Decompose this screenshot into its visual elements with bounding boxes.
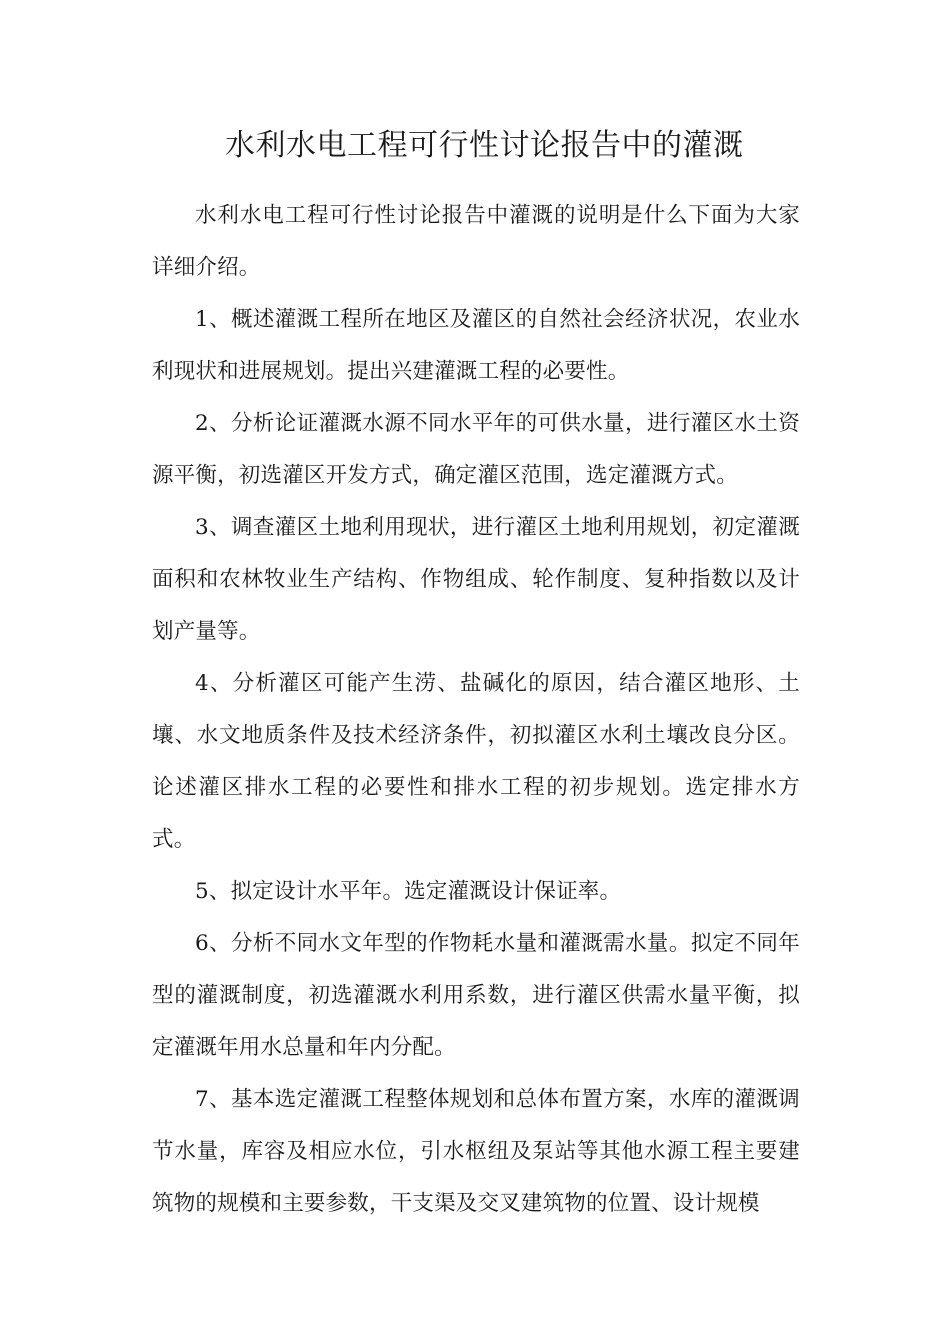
paragraph-item-2: 2、分析论证灌溉水源不同水平年的可供水量，进行灌区水土资源平衡，初选灌区开发方式，确定灌区范围，选定灌溉方式。: [152, 411, 800, 488]
paragraph-item-4: 4、分析灌区可能产生涝、盐碱化的原因，结合灌区地形、土壤、水文地质条件及技术经济条件，初拟灌区水利土壤改良分区。论述灌区排水工程的必要性和排水工程的初步规划。选定排水方式。: [152, 671, 800, 852]
paragraph-item-7: 7、基本选定灌溉工程整体规划和总体布置方案，水库的灌溉调节水量，库容及相应水位，引水枢纽及泵站等其他水源工程主要建筑物的规模和主要参数，干支渠及交叉建筑物的位置、设计规模: [152, 1087, 800, 1216]
paragraph-item-3: 3、调查灌区土地利用现状，进行灌区土地利用规划，初定灌溉面积和农林牧业生产结构、作物组成、轮作制度、复种指数以及计划产量等。: [152, 515, 800, 644]
document-body: [152, 190, 800, 1230]
paragraph-item-1: 1、概述灌溉工程所在地区及灌区的自然社会经济状况，农业水利现状和进展规划。提出兴建灌溉工程的必要性。: [152, 307, 800, 384]
document-title: 水利水电工程可行性讨论报告中的灌溉: [225, 128, 744, 163]
paragraph-item-5: 5、拟定设计水平年。选定灌溉设计保证率。: [195, 879, 622, 904]
paragraph-intro: 水利水电工程可行性讨论报告中灌溉的说明是什么下面为大家详细介绍。: [152, 203, 800, 280]
paragraph-item-6: 6、分析不同水文年型的作物耗水量和灌溉需水量。拟定不同年型的灌溉制度，初选灌溉水利用系数，进行灌区供需水量平衡，拟定灌溉年用水总量和年内分配。: [152, 931, 800, 1060]
